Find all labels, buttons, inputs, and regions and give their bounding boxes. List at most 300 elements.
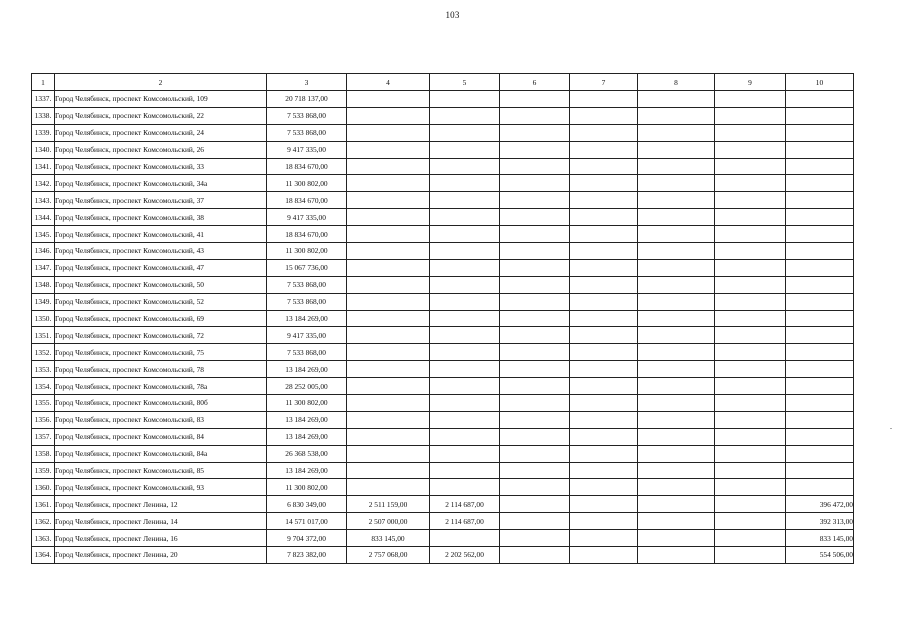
amount-col5 (430, 530, 500, 547)
amount-col6 (500, 462, 570, 479)
row-number: 1337. (32, 91, 55, 108)
amount-col4: 833 145,00 (347, 530, 430, 547)
amount-col10: 554 506,00 (786, 547, 854, 564)
amount-col7 (570, 226, 638, 243)
row-number: 1348. (32, 276, 55, 293)
table-row (32, 209, 854, 226)
amount-col4 (347, 293, 430, 310)
amount-col10 (786, 226, 854, 243)
address-cell: Город Челябинск, проспект Комсомольский, 72 (55, 327, 267, 344)
amount-col3: 15 067 736,00 (267, 259, 347, 276)
column-header: 2 (55, 74, 267, 91)
table-row (32, 344, 854, 361)
amount-col9 (715, 91, 786, 108)
row-number: 1351. (32, 327, 55, 344)
address-cell: Город Челябинск, проспект Комсомольский, 109 (55, 91, 267, 108)
column-header: 6 (500, 74, 570, 91)
amount-col9 (715, 361, 786, 378)
amount-col10 (786, 293, 854, 310)
amount-col8 (638, 462, 715, 479)
amount-col3: 11 300 802,00 (267, 479, 347, 496)
amount-col9 (715, 428, 786, 445)
row-number: 1353. (32, 361, 55, 378)
address-cell: Город Челябинск, проспект Комсомольский, 93 (55, 479, 267, 496)
amount-col7 (570, 547, 638, 564)
amount-col5 (430, 259, 500, 276)
amount-col10 (786, 107, 854, 124)
table-row (32, 327, 854, 344)
amount-col6 (500, 395, 570, 412)
amount-col4: 2 511 159,00 (347, 496, 430, 513)
amount-col4 (347, 445, 430, 462)
column-header: 7 (570, 74, 638, 91)
scan-speck (890, 428, 892, 429)
amount-col8 (638, 259, 715, 276)
amount-col6 (500, 496, 570, 513)
amount-col4: 2 757 068,00 (347, 547, 430, 564)
amount-col3: 13 184 269,00 (267, 310, 347, 327)
amount-col9 (715, 175, 786, 192)
amount-col4 (347, 243, 430, 260)
amount-col9 (715, 226, 786, 243)
column-header: 3 (267, 74, 347, 91)
amount-col3: 13 184 269,00 (267, 361, 347, 378)
table-row (32, 496, 854, 513)
amount-col8 (638, 310, 715, 327)
amount-col9 (715, 547, 786, 564)
amount-col5 (430, 158, 500, 175)
amount-col8 (638, 445, 715, 462)
row-number: 1364. (32, 547, 55, 564)
amount-col6 (500, 344, 570, 361)
amount-col3: 13 184 269,00 (267, 428, 347, 445)
amount-col4 (347, 428, 430, 445)
amount-col4 (347, 378, 430, 395)
table-row (32, 293, 854, 310)
amount-col10 (786, 462, 854, 479)
amount-col5 (430, 428, 500, 445)
amount-col8 (638, 395, 715, 412)
amount-col9 (715, 243, 786, 260)
column-header: 8 (638, 74, 715, 91)
amount-col9 (715, 107, 786, 124)
address-cell: Город Челябинск, проспект Ленина, 20 (55, 547, 267, 564)
amount-col6 (500, 175, 570, 192)
row-number: 1347. (32, 259, 55, 276)
amount-col8 (638, 192, 715, 209)
amount-col5 (430, 462, 500, 479)
amount-col5 (430, 141, 500, 158)
amount-col3: 7 533 868,00 (267, 293, 347, 310)
address-cell: Город Челябинск, проспект Комсомольский, 34а (55, 175, 267, 192)
amount-col7 (570, 243, 638, 260)
amount-col4 (347, 124, 430, 141)
amount-col10: 396 472,00 (786, 496, 854, 513)
amount-col3: 11 300 802,00 (267, 243, 347, 260)
amount-col8 (638, 378, 715, 395)
amount-col9 (715, 479, 786, 496)
table-row (32, 462, 854, 479)
amount-col4 (347, 310, 430, 327)
address-cell: Город Челябинск, проспект Комсомольский, 33 (55, 158, 267, 175)
amount-col4 (347, 141, 430, 158)
amount-col8 (638, 479, 715, 496)
address-cell: Город Челябинск, проспект Комсомольский, 26 (55, 141, 267, 158)
amount-col9 (715, 378, 786, 395)
amount-col4 (347, 411, 430, 428)
address-cell: Город Челябинск, проспект Комсомольский, 78 (55, 361, 267, 378)
amount-col8 (638, 107, 715, 124)
address-cell: Город Челябинск, проспект Комсомольский, 24 (55, 124, 267, 141)
amount-col10 (786, 411, 854, 428)
amount-col6 (500, 428, 570, 445)
amount-col5: 2 202 562,00 (430, 547, 500, 564)
amount-col9 (715, 395, 786, 412)
amount-col3: 18 834 670,00 (267, 226, 347, 243)
row-number: 1350. (32, 310, 55, 327)
amount-col6 (500, 445, 570, 462)
address-cell: Город Челябинск, проспект Комсомольский, 41 (55, 226, 267, 243)
amount-col6 (500, 91, 570, 108)
amount-col9 (715, 445, 786, 462)
row-number: 1361. (32, 496, 55, 513)
amount-col7 (570, 462, 638, 479)
amount-col8 (638, 513, 715, 530)
amount-col8 (638, 276, 715, 293)
table-body (32, 91, 854, 564)
amount-col9 (715, 276, 786, 293)
table-row (32, 259, 854, 276)
amount-col9 (715, 259, 786, 276)
amount-col9 (715, 327, 786, 344)
amount-col5 (430, 226, 500, 243)
amount-col8 (638, 428, 715, 445)
amount-col10 (786, 445, 854, 462)
amount-col6 (500, 259, 570, 276)
table-row (32, 547, 854, 564)
table-row (32, 411, 854, 428)
amount-col4 (347, 209, 430, 226)
amount-col9 (715, 293, 786, 310)
table-row (32, 530, 854, 547)
amount-col4 (347, 259, 430, 276)
amount-col10 (786, 479, 854, 496)
amount-col10 (786, 209, 854, 226)
row-number: 1352. (32, 344, 55, 361)
amount-col8 (638, 411, 715, 428)
amount-col8 (638, 547, 715, 564)
amount-col5 (430, 192, 500, 209)
amount-col7 (570, 293, 638, 310)
header-row (32, 74, 854, 91)
table-row (32, 395, 854, 412)
amount-col6 (500, 479, 570, 496)
amount-col10 (786, 158, 854, 175)
amount-col3: 7 533 868,00 (267, 124, 347, 141)
amount-col5 (430, 310, 500, 327)
amount-col3: 11 300 802,00 (267, 395, 347, 412)
amount-col4 (347, 107, 430, 124)
row-number: 1340. (32, 141, 55, 158)
amount-col10 (786, 243, 854, 260)
amount-col4 (347, 276, 430, 293)
row-number: 1338. (32, 107, 55, 124)
amount-col5 (430, 395, 500, 412)
amount-col9 (715, 496, 786, 513)
table-header (32, 74, 854, 91)
row-number: 1363. (32, 530, 55, 547)
amount-col3: 14 571 017,00 (267, 513, 347, 530)
row-number: 1354. (32, 378, 55, 395)
row-number: 1346. (32, 243, 55, 260)
table-row (32, 243, 854, 260)
amount-col7 (570, 411, 638, 428)
address-cell: Город Челябинск, проспект Ленина, 12 (55, 496, 267, 513)
amount-col7 (570, 344, 638, 361)
address-cell: Город Челябинск, проспект Комсомольский, 52 (55, 293, 267, 310)
amount-col6 (500, 158, 570, 175)
address-cell: Город Челябинск, проспект Ленина, 16 (55, 530, 267, 547)
amount-col7 (570, 378, 638, 395)
amount-col4 (347, 175, 430, 192)
table-row (32, 479, 854, 496)
table-row (32, 276, 854, 293)
amount-col4 (347, 158, 430, 175)
row-number: 1345. (32, 226, 55, 243)
address-cell: Город Челябинск, проспект Комсомольский, 80б (55, 395, 267, 412)
row-number: 1357. (32, 428, 55, 445)
amount-col8 (638, 344, 715, 361)
amount-col7 (570, 310, 638, 327)
amount-col3: 9 704 372,00 (267, 530, 347, 547)
address-cell: Город Челябинск, проспект Комсомольский, 84а (55, 445, 267, 462)
amount-col6 (500, 547, 570, 564)
table-row (32, 158, 854, 175)
amount-col7 (570, 141, 638, 158)
amount-col6 (500, 378, 570, 395)
row-number: 1341. (32, 158, 55, 175)
amount-col9 (715, 141, 786, 158)
row-number: 1356. (32, 411, 55, 428)
amount-col6 (500, 192, 570, 209)
amount-col5 (430, 361, 500, 378)
amount-col10 (786, 175, 854, 192)
amount-col10 (786, 395, 854, 412)
address-cell: Город Челябинск, проспект Комсомольский, 22 (55, 107, 267, 124)
amount-col6 (500, 209, 570, 226)
amount-col4 (347, 226, 430, 243)
address-cell: Город Челябинск, проспект Комсомольский, 69 (55, 310, 267, 327)
amount-col5: 2 114 687,00 (430, 513, 500, 530)
table-row (32, 192, 854, 209)
column-header: 4 (347, 74, 430, 91)
amount-col5: 2 114 687,00 (430, 496, 500, 513)
table-row (32, 124, 854, 141)
amount-col3: 28 252 005,00 (267, 378, 347, 395)
amount-col9 (715, 310, 786, 327)
address-cell: Город Челябинск, проспект Комсомольский, 38 (55, 209, 267, 226)
amount-col3: 7 533 868,00 (267, 344, 347, 361)
amount-col8 (638, 226, 715, 243)
row-number: 1342. (32, 175, 55, 192)
amount-col5 (430, 327, 500, 344)
table-row (32, 428, 854, 445)
amount-col7 (570, 445, 638, 462)
amount-col5 (430, 107, 500, 124)
amount-col6 (500, 530, 570, 547)
amount-col7 (570, 124, 638, 141)
amount-col9 (715, 530, 786, 547)
amount-col10 (786, 310, 854, 327)
amount-col10 (786, 276, 854, 293)
amount-col8 (638, 327, 715, 344)
address-cell: Город Челябинск, проспект Комсомольский, 37 (55, 192, 267, 209)
page-number: 103 (445, 10, 460, 20)
table-row (32, 361, 854, 378)
table-row (32, 141, 854, 158)
table-row (32, 378, 854, 395)
amount-col3: 13 184 269,00 (267, 411, 347, 428)
amount-col4 (347, 479, 430, 496)
row-number: 1358. (32, 445, 55, 462)
address-cell: Город Челябинск, проспект Комсомольский, 75 (55, 344, 267, 361)
amount-col5 (430, 293, 500, 310)
amount-col3: 11 300 802,00 (267, 175, 347, 192)
address-cell: Город Челябинск, проспект Комсомольский, 50 (55, 276, 267, 293)
amount-col10 (786, 91, 854, 108)
amount-col4 (347, 192, 430, 209)
column-header: 9 (715, 74, 786, 91)
amount-col7 (570, 276, 638, 293)
amount-col6 (500, 124, 570, 141)
amount-col4 (347, 361, 430, 378)
amount-col3: 18 834 670,00 (267, 192, 347, 209)
address-cell: Город Челябинск, проспект Комсомольский, 83 (55, 411, 267, 428)
amount-col6 (500, 327, 570, 344)
amount-col9 (715, 158, 786, 175)
amount-col10 (786, 192, 854, 209)
amount-col5 (430, 445, 500, 462)
amount-col7 (570, 479, 638, 496)
column-header: 1 (32, 74, 55, 91)
amount-col9 (715, 124, 786, 141)
amount-col7 (570, 91, 638, 108)
amount-col8 (638, 361, 715, 378)
amount-col10 (786, 428, 854, 445)
amount-col8 (638, 91, 715, 108)
amount-col4: 2 507 000,00 (347, 513, 430, 530)
amount-col7 (570, 107, 638, 124)
amount-col3: 9 417 335,00 (267, 141, 347, 158)
table-row (32, 107, 854, 124)
amount-col3: 7 533 868,00 (267, 276, 347, 293)
budget-table (31, 73, 854, 564)
amount-col5 (430, 124, 500, 141)
amount-col10 (786, 124, 854, 141)
amount-col8 (638, 293, 715, 310)
row-number: 1344. (32, 209, 55, 226)
amount-col10 (786, 361, 854, 378)
amount-col6 (500, 276, 570, 293)
amount-col6 (500, 513, 570, 530)
amount-col10 (786, 344, 854, 361)
amount-col3: 20 718 137,00 (267, 91, 347, 108)
amount-col6 (500, 411, 570, 428)
amount-col7 (570, 327, 638, 344)
amount-col10: 392 313,00 (786, 513, 854, 530)
amount-col3: 13 184 269,00 (267, 462, 347, 479)
amount-col7 (570, 175, 638, 192)
amount-col6 (500, 293, 570, 310)
amount-col3: 7 533 868,00 (267, 107, 347, 124)
column-header: 10 (786, 74, 854, 91)
amount-col8 (638, 530, 715, 547)
amount-col4 (347, 344, 430, 361)
table-row (32, 226, 854, 243)
amount-col8 (638, 141, 715, 158)
amount-col5 (430, 243, 500, 260)
amount-col8 (638, 124, 715, 141)
amount-col9 (715, 513, 786, 530)
amount-col5 (430, 479, 500, 496)
amount-col7 (570, 530, 638, 547)
amount-col6 (500, 107, 570, 124)
amount-col10 (786, 378, 854, 395)
table-row (32, 513, 854, 530)
amount-col7 (570, 395, 638, 412)
amount-col7 (570, 259, 638, 276)
amount-col5 (430, 209, 500, 226)
amount-col7 (570, 513, 638, 530)
amount-col4 (347, 327, 430, 344)
address-cell: Город Челябинск, проспект Ленина, 14 (55, 513, 267, 530)
amount-col9 (715, 411, 786, 428)
row-number: 1349. (32, 293, 55, 310)
amount-col7 (570, 361, 638, 378)
amount-col3: 7 823 382,00 (267, 547, 347, 564)
row-number: 1355. (32, 395, 55, 412)
amount-col4 (347, 395, 430, 412)
amount-col5 (430, 378, 500, 395)
row-number: 1359. (32, 462, 55, 479)
amount-col6 (500, 361, 570, 378)
amount-col7 (570, 192, 638, 209)
amount-col8 (638, 243, 715, 260)
row-number: 1343. (32, 192, 55, 209)
amount-col3: 26 368 538,00 (267, 445, 347, 462)
amount-col8 (638, 158, 715, 175)
amount-col5 (430, 276, 500, 293)
amount-col6 (500, 310, 570, 327)
amount-col10 (786, 259, 854, 276)
amount-col10: 833 145,00 (786, 530, 854, 547)
row-number: 1360. (32, 479, 55, 496)
address-cell: Город Челябинск, проспект Комсомольский, 85 (55, 462, 267, 479)
amount-col4 (347, 91, 430, 108)
address-cell: Город Челябинск, проспект Комсомольский, 84 (55, 428, 267, 445)
address-cell: Город Челябинск, проспект Комсомольский, 47 (55, 259, 267, 276)
amount-col3: 18 834 670,00 (267, 158, 347, 175)
table-row (32, 445, 854, 462)
amount-col6 (500, 243, 570, 260)
amount-col5 (430, 91, 500, 108)
amount-col7 (570, 209, 638, 226)
amount-col5 (430, 411, 500, 428)
amount-col6 (500, 226, 570, 243)
row-number: 1362. (32, 513, 55, 530)
amount-col4 (347, 462, 430, 479)
amount-col10 (786, 141, 854, 158)
